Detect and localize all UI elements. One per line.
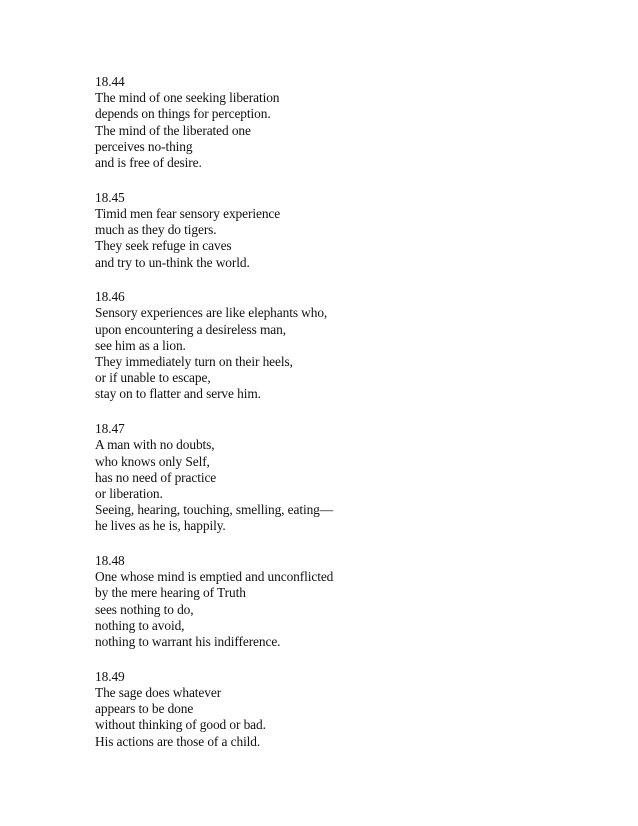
verse-line: sees nothing to do, (95, 601, 194, 617)
verse-number: 18.48 (95, 553, 125, 569)
verse-line: They immediately turn on their heels, (95, 354, 293, 370)
verse-number: 18.44 (95, 74, 125, 89)
verse-line: or liberation. (95, 485, 163, 501)
verse-line: and is free of desire. (95, 155, 202, 171)
verse-number: 18.46 (95, 289, 125, 305)
document-page (95, 74, 615, 768)
verse-number: 18.47 (95, 421, 125, 437)
verse-line: he lives as he is, happily. (95, 518, 226, 534)
verse-line: The mind of one seeking liberation (95, 90, 280, 106)
verse-18-47 (95, 421, 615, 534)
verse-line: perceives no-thing (95, 138, 193, 154)
verse-line: upon encountering a desireless man, (95, 321, 286, 337)
verse-line: His actions are those of a child. (95, 733, 261, 749)
verse-line: depends on things for perception. (95, 106, 271, 122)
verse-line: appears to be done (95, 701, 194, 717)
verse-18-44 (95, 74, 615, 171)
verse-line: nothing to warrant his indifference. (95, 634, 281, 650)
verse-line: and try to un-think the world. (95, 254, 250, 270)
verse-line: The mind of the liberated one (95, 122, 251, 138)
verse-line: or if unable to escape, (95, 370, 211, 386)
verse-line: by the mere hearing of Truth (95, 585, 246, 601)
verse-line: Seeing, hearing, touching, smelling, eating— (95, 502, 334, 518)
verse-number: 18.45 (95, 189, 125, 205)
verse-line: Timid men fear sensory experience (95, 205, 281, 221)
verse-line: They seek refuge in caves (95, 238, 232, 254)
verse-line: who knows only Self, (95, 453, 210, 469)
verse-18-46 (95, 289, 615, 402)
verse-18-48 (95, 553, 615, 650)
verse-line: Sensory experiences are like elephants who, (95, 305, 328, 321)
verse-line: without thinking of good or bad. (95, 717, 266, 733)
verse-line: nothing to avoid, (95, 617, 185, 633)
verse-line: A man with no doubts, (95, 437, 215, 453)
verse-line: has no need of practice (95, 469, 217, 485)
verse-line: stay on to flatter and serve him. (95, 386, 261, 402)
verse-number: 18.49 (95, 668, 125, 684)
verse-line: The sage does whatever (95, 685, 222, 700)
verse-line: much as they do tigers. (95, 222, 217, 238)
verse-line: see him as a lion. (95, 337, 186, 353)
verse-18-45 (95, 190, 615, 271)
verse-line: One whose mind is emptied and unconflicted (95, 569, 334, 585)
verse-18-49 (95, 669, 615, 750)
